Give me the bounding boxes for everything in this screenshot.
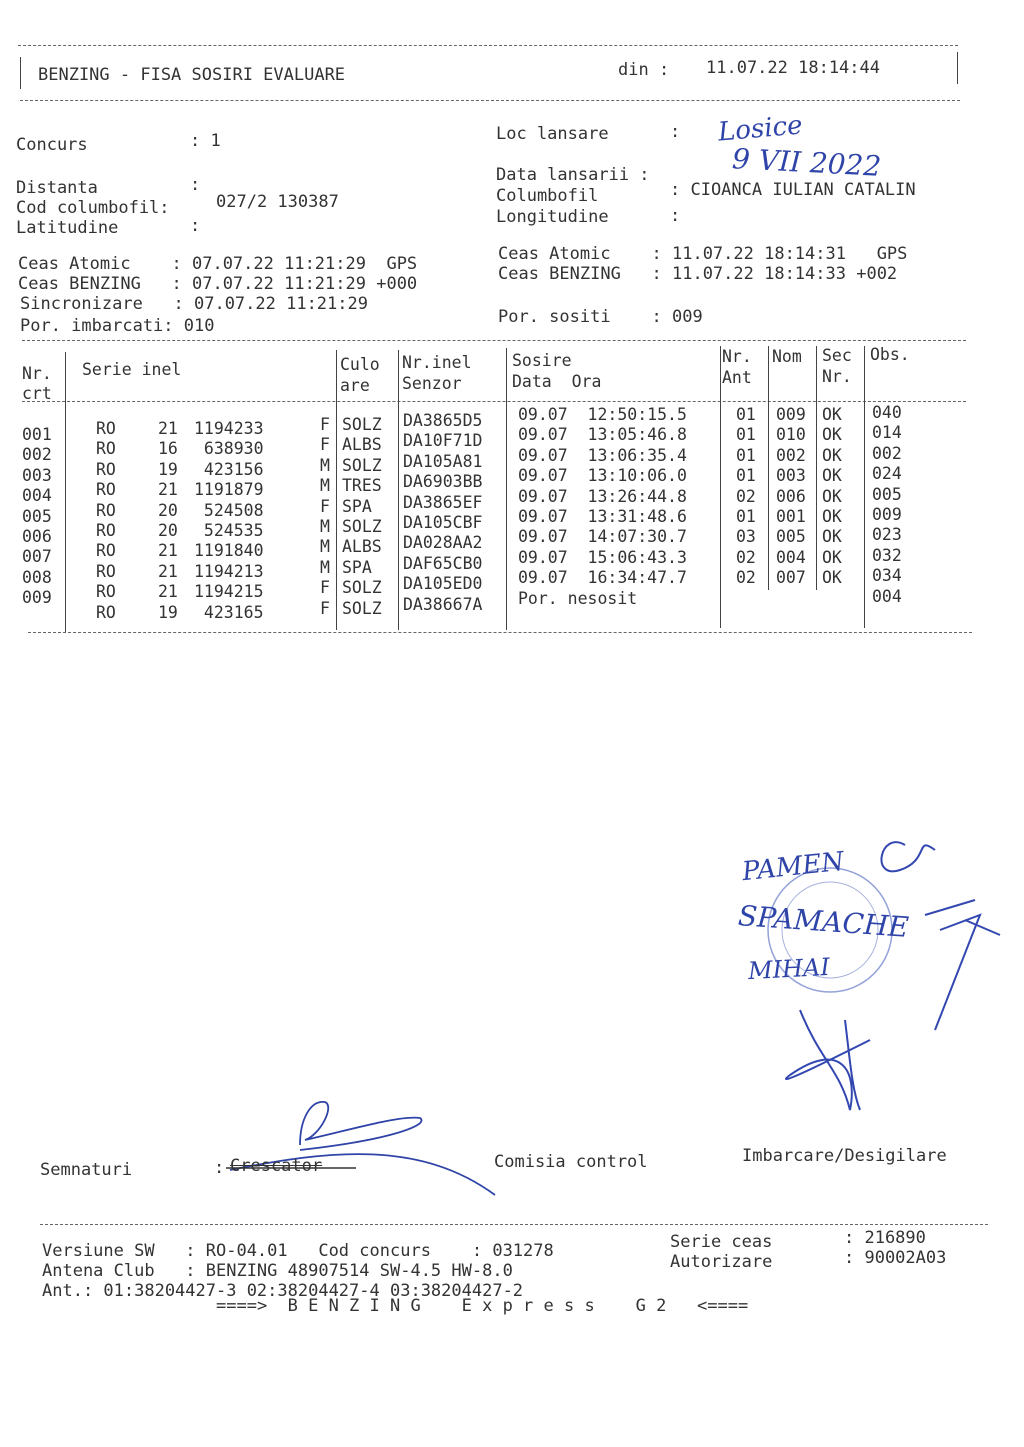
cell-sec: OK xyxy=(822,445,842,465)
cell-sosire: 09.07 13:05:46.8 xyxy=(518,425,687,445)
cell-an: 21 xyxy=(158,480,178,500)
cell-nom: 005 xyxy=(776,527,806,547)
col-sep-8 xyxy=(864,346,865,628)
cell-nr: 007 xyxy=(22,547,52,567)
table-header-rule xyxy=(22,401,966,402)
cell-nr-inel: 1194215 xyxy=(194,582,264,602)
cell-tara: RO xyxy=(96,480,116,500)
cell-tara: RO xyxy=(96,602,116,622)
cell-an: 20 xyxy=(158,500,178,520)
cell-obs: 009 xyxy=(872,505,902,524)
cell-sosire: 09.07 13:26:44.8 xyxy=(518,486,687,506)
cell-nr-inel: 524508 xyxy=(194,500,264,520)
cell-obs: 005 xyxy=(872,484,902,504)
cell-senzor: DAF65CB0 xyxy=(403,553,483,573)
cell-obs: 024 xyxy=(872,464,902,484)
cell-sex: M xyxy=(320,455,330,475)
stamp-text-line2: SPAMACHE xyxy=(737,899,910,944)
cell-tara: RO xyxy=(96,500,116,520)
cell-obs: 014 xyxy=(872,423,902,443)
cell-obs: 032 xyxy=(872,545,902,565)
th-nom: Nom xyxy=(772,347,802,366)
longitudine-label: Longitudine xyxy=(496,207,609,227)
cell-nr: 005 xyxy=(22,506,52,526)
cell-culoare: ALBS xyxy=(342,537,382,557)
cell-obs: 023 xyxy=(872,525,902,545)
cell-sosire: Por. nesosit xyxy=(518,588,638,608)
footer-antene: Ant.: 01:38204427-3 02:38204427-4 03:38204427-2 xyxy=(42,1281,524,1301)
cell-ant: 01 xyxy=(736,425,756,445)
cell-tara: RO xyxy=(96,561,116,581)
serie-ceas-label: Serie ceas xyxy=(670,1232,773,1252)
cell-an: 19 xyxy=(158,459,178,479)
cod-columbofil-label: Cod columbofil: xyxy=(16,198,170,218)
loc-lansare-value: : xyxy=(670,122,681,142)
footer-banner: ====> B E N Z I N G E x p r e s s G 2 <==== xyxy=(216,1296,749,1316)
th-nr: Nr. xyxy=(22,364,52,383)
cod-columbofil-value: 027/2 130387 xyxy=(216,192,339,212)
comisia-control-label: Comisia control xyxy=(494,1152,648,1172)
cell-nr: 004 xyxy=(22,486,52,506)
cell-sex: M xyxy=(320,476,330,496)
th-serie-inel: Serie inel xyxy=(82,360,182,379)
cell-nom: 006 xyxy=(776,486,806,506)
th-nr-ant-1: Nr. xyxy=(722,347,752,366)
cell-nom: 002 xyxy=(776,445,806,465)
autorizare-value: : 90002A03 xyxy=(844,1248,947,1268)
imbarcare-desigilare-label: Imbarcare/Desigilare xyxy=(742,1146,947,1166)
cell-sec: OK xyxy=(822,425,842,445)
th-crt: crt xyxy=(22,384,52,403)
crescator-label: Crescator xyxy=(230,1156,323,1176)
col-sep-5 xyxy=(720,346,721,628)
footer-antena-club: Antena Club : BENZING 48907514 SW-4.5 HW-8.0 xyxy=(42,1261,513,1281)
cell-obs: 004 xyxy=(872,586,902,606)
header-date-value: 11.07.22 18:14:44 xyxy=(706,58,880,78)
col-sep-3 xyxy=(398,350,399,630)
por-sositi: Por. sositi : 009 xyxy=(498,307,703,327)
th-data-ora: Data Ora xyxy=(512,372,602,391)
header-right-border xyxy=(957,52,958,84)
cell-sosire: 09.07 13:31:48.6 xyxy=(518,507,687,526)
th-nr-ant-2: Ant xyxy=(722,368,752,387)
cell-an: 21 xyxy=(158,582,178,602)
serie-ceas-value: : 216890 xyxy=(844,1228,926,1248)
cell-tara: RO xyxy=(96,541,116,561)
columbofil-value: : CIOANCA IULIAN CATALIN xyxy=(670,180,916,200)
th-senzor: Senzor xyxy=(402,374,462,393)
header-date-label: din : xyxy=(618,60,670,80)
cell-an: 19 xyxy=(158,602,178,622)
th-sec-1: Sec xyxy=(822,346,852,365)
cell-an: 16 xyxy=(158,439,178,459)
cell-nr: 008 xyxy=(22,567,52,587)
cell-nr: 002 xyxy=(22,445,52,465)
th-obs: Obs. xyxy=(870,345,910,364)
cell-ant: 02 xyxy=(736,547,756,567)
cell-ant: 01 xyxy=(736,507,756,526)
cell-culoare: SOLZ xyxy=(342,455,382,475)
cell-obs: 040 xyxy=(872,403,902,422)
footer-rule xyxy=(40,1224,988,1225)
cell-ant: 02 xyxy=(736,486,756,506)
cell-nom: 003 xyxy=(776,466,806,486)
cell-nr: 006 xyxy=(22,527,52,546)
cell-senzor: DA10F71D xyxy=(403,431,483,451)
th-sosire: Sosire xyxy=(512,351,572,370)
col-sep-1 xyxy=(65,352,66,632)
latitudine-value: : xyxy=(190,216,201,236)
cell-sex: F xyxy=(320,598,330,618)
cell-sex: M xyxy=(320,517,330,536)
ceas-benzing-start: Ceas BENZING : 07.07.22 11:21:29 +000 xyxy=(18,274,418,294)
th-nr-inel: Nr.inel xyxy=(402,353,472,372)
cell-senzor: DA105ED0 xyxy=(403,574,483,594)
table-top-rule xyxy=(22,340,966,341)
cell-sex: M xyxy=(320,557,330,577)
header-top-rule xyxy=(18,45,958,46)
cell-ant: 01 xyxy=(736,445,756,465)
distanta-value: : xyxy=(190,175,201,195)
cell-nr-inel: 1191840 xyxy=(194,541,264,561)
cell-nr: 003 xyxy=(22,465,52,485)
loc-lansare-label: Loc lansare xyxy=(496,124,609,144)
cell-an: 21 xyxy=(158,541,178,561)
semnaturi-label: Semnaturi xyxy=(40,1160,133,1180)
distanta-label: Distanta xyxy=(16,178,98,198)
ceas-benzing-end: Ceas BENZING : 11.07.22 18:14:33 +002 xyxy=(498,264,898,284)
cell-culoare: SOLZ xyxy=(342,517,382,536)
latitudine-label: Latitudine xyxy=(16,218,119,238)
cell-culoare: SOLZ xyxy=(342,598,382,618)
cell-sosire: 09.07 12:50:15.5 xyxy=(518,405,687,424)
cell-sec: OK xyxy=(822,405,842,424)
cell-senzor: DA105A81 xyxy=(403,451,483,471)
cell-tara: RO xyxy=(96,419,116,438)
cell-tara: RO xyxy=(96,582,116,602)
cell-ant: 01 xyxy=(736,405,756,424)
header-bottom-rule xyxy=(20,100,960,101)
document-title: BENZING - FISA SOSIRI EVALUARE xyxy=(38,65,346,85)
concurs-label: Concurs xyxy=(16,135,88,155)
th-culoare-2: are xyxy=(340,376,370,395)
cell-nr: 001 xyxy=(22,425,52,444)
cell-sec: OK xyxy=(822,568,842,588)
cell-nr-inel: 524535 xyxy=(194,521,264,540)
cell-culoare: SPA xyxy=(342,496,372,516)
cell-sec: OK xyxy=(822,527,842,547)
cell-obs: 002 xyxy=(872,443,902,463)
sincronizare: Sincronizare : 07.07.22 11:21:29 xyxy=(20,294,368,314)
col-sep-7 xyxy=(816,346,817,590)
cell-nr-inel: 1194233 xyxy=(194,419,264,438)
cell-an: 21 xyxy=(158,561,178,581)
cell-senzor: DA105CBF xyxy=(403,513,483,532)
cell-senzor: DA6903BB xyxy=(403,472,483,492)
cell-nr-inel: 423165 xyxy=(194,602,264,622)
cell-nr-inel: 1194213 xyxy=(194,561,264,581)
cell-sec: OK xyxy=(822,466,842,486)
cell-nr: 009 xyxy=(22,588,52,608)
cell-sec: OK xyxy=(822,547,842,567)
th-sec-2: Nr. xyxy=(822,367,852,386)
cell-sec: OK xyxy=(822,507,842,526)
cell-sosire: 09.07 16:34:47.7 xyxy=(518,568,687,588)
cell-culoare: SOLZ xyxy=(342,578,382,598)
cell-nom: 001 xyxy=(776,507,806,526)
cell-ant: 02 xyxy=(736,568,756,588)
cell-an: 21 xyxy=(158,419,178,438)
handwritten-date: 9 VII 2022 xyxy=(731,142,882,183)
cell-sex: M xyxy=(320,537,330,557)
footer-versiune: Versiune SW : RO-04.01 Cod concurs : 031278 xyxy=(42,1241,554,1261)
longitudine-value: : xyxy=(670,206,681,226)
por-imbarcati: Por. imbarcati: 010 xyxy=(20,316,215,336)
cell-sex: F xyxy=(320,496,330,516)
cell-tara: RO xyxy=(96,521,116,540)
semnaturi-colon: : xyxy=(214,1158,225,1178)
stamp-text-line1: PAMEN xyxy=(740,846,846,888)
cell-sosire: 09.07 14:07:30.7 xyxy=(518,527,687,547)
cell-nr-inel: 638930 xyxy=(194,439,264,459)
ceas-atomic-end: Ceas Atomic : 11.07.22 18:14:31 GPS xyxy=(498,244,908,264)
table-bottom-rule xyxy=(28,632,972,633)
cell-nom: 009 xyxy=(776,405,806,424)
th-culoare-1: Culo xyxy=(340,355,380,374)
cell-an: 20 xyxy=(158,521,178,540)
cell-nom: 004 xyxy=(776,547,806,567)
cell-culoare: SPA xyxy=(342,557,372,577)
cell-ant: 03 xyxy=(736,527,756,547)
col-sep-6 xyxy=(768,346,769,590)
cell-culoare: ALBS xyxy=(342,435,382,455)
cell-senzor: DA028AA2 xyxy=(403,533,483,553)
columbofil-label: Columbofil xyxy=(496,186,599,206)
cell-nom: 007 xyxy=(776,568,806,588)
cell-senzor: DA3865D5 xyxy=(403,411,483,430)
cell-senzor: DA3865EF xyxy=(403,492,483,512)
cell-sosire: 09.07 13:06:35.4 xyxy=(518,445,687,465)
data-lansarii-label: Data lansarii : xyxy=(496,165,650,185)
cell-sex: F xyxy=(320,415,330,434)
cell-culoare: SOLZ xyxy=(342,415,382,434)
col-sep-4 xyxy=(506,348,507,630)
cell-nr-inel: 423156 xyxy=(194,459,264,479)
handwritten-loc: Losice xyxy=(716,110,804,148)
cell-nr-inel: 1191879 xyxy=(194,480,264,500)
cell-obs: 034 xyxy=(872,566,902,586)
cell-sosire: 09.07 13:10:06.0 xyxy=(518,466,687,486)
col-sep-2 xyxy=(336,350,337,630)
autorizare-label: Autorizare xyxy=(670,1252,773,1272)
cell-sex: F xyxy=(320,435,330,455)
cell-senzor: DA38667A xyxy=(403,594,483,614)
cell-nom: 010 xyxy=(776,425,806,445)
header-left-border xyxy=(20,57,21,89)
cell-tara: RO xyxy=(96,439,116,459)
ceas-atomic-start: Ceas Atomic : 07.07.22 11:21:29 GPS xyxy=(18,254,418,274)
cell-sex: F xyxy=(320,578,330,598)
concurs-value: : 1 xyxy=(190,131,221,151)
cell-sosire: 09.07 15:06:43.3 xyxy=(518,547,687,567)
cell-ant: 01 xyxy=(736,466,756,486)
cell-culoare: TRES xyxy=(342,476,382,496)
stamp-text-line3: MIHAI xyxy=(747,952,831,986)
cell-sec: OK xyxy=(822,486,842,506)
cell-tara: RO xyxy=(96,459,116,479)
